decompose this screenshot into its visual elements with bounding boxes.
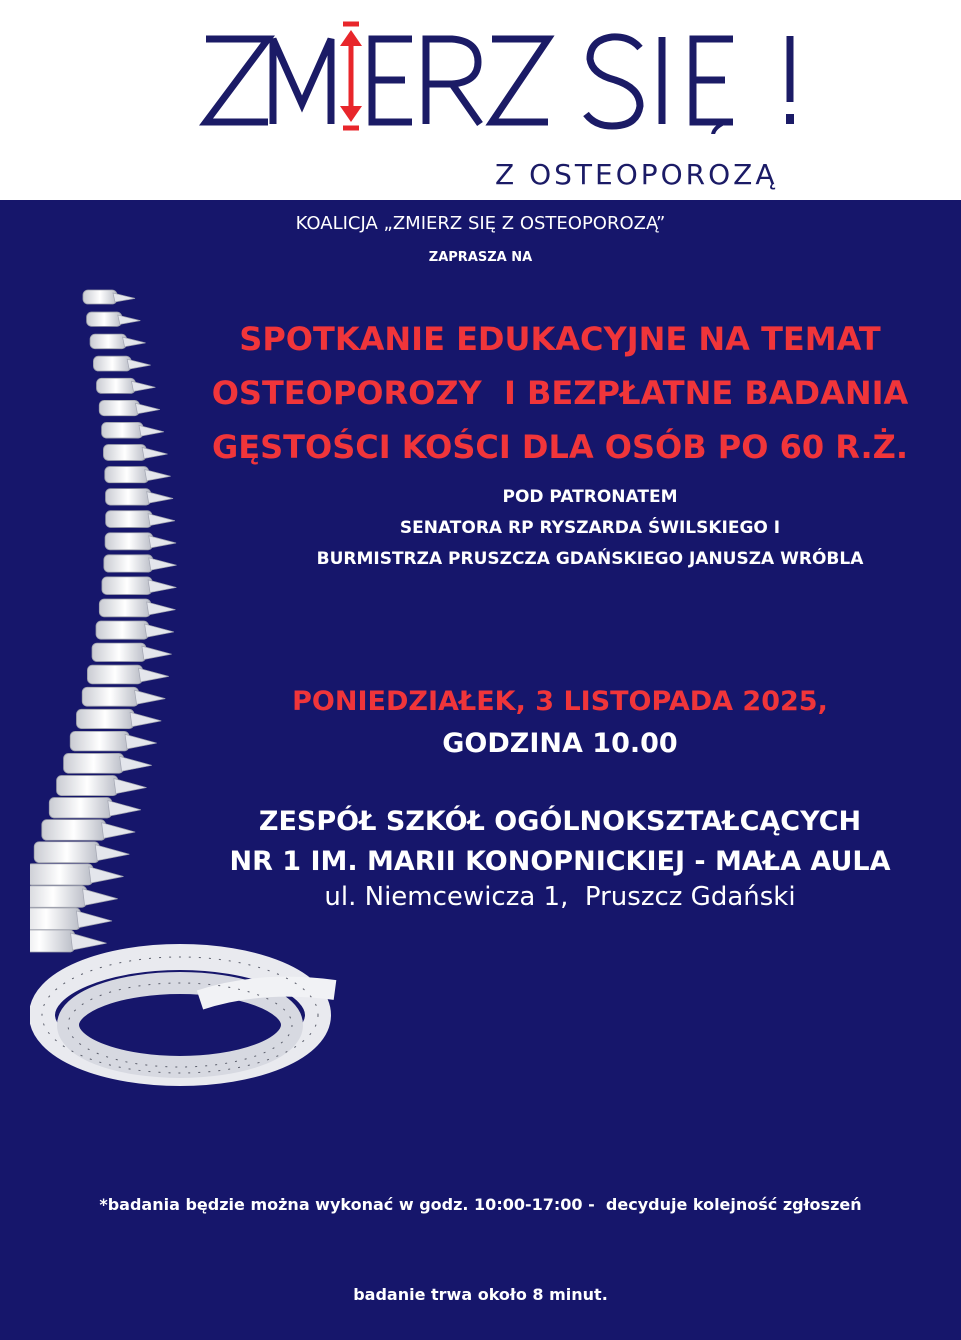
- logo-subtitle: Z OSTEOPOROZĄ: [495, 158, 778, 191]
- vertebra: [106, 511, 152, 528]
- vertebra-process: [131, 381, 155, 391]
- vertebra-process: [135, 690, 166, 704]
- coalition-name: KOALICJA „ZMIERZ SIĘ Z OSTEOPOROZĄ”: [295, 213, 666, 234]
- vertebra: [96, 621, 149, 639]
- vertebra: [30, 864, 93, 885]
- vertebra: [104, 555, 153, 572]
- vertebra: [105, 533, 153, 550]
- vertebra: [92, 643, 146, 661]
- footnote-line: *badania będzie można wykonać w godz. 10:00-17:00 - decyduje kolejność zgłoszeń: [99, 1195, 862, 1214]
- vertebra: [90, 334, 126, 349]
- vertebra: [30, 908, 80, 930]
- vertebra-process: [148, 514, 175, 526]
- vertebra-process: [127, 359, 150, 369]
- vertebra-process: [120, 756, 152, 771]
- logo-header: [0, 0, 961, 200]
- vertebra-process: [108, 801, 141, 816]
- vertebra-process: [142, 646, 172, 659]
- headline-line: GĘSTOŚCI KOŚCI DLA OSÓB PO 60 R.Ż.: [212, 428, 908, 466]
- vertebra: [34, 842, 99, 863]
- vertebra: [42, 820, 106, 841]
- vertebra-process: [118, 315, 140, 324]
- vertebra-process: [123, 337, 146, 347]
- vertebra-process: [76, 911, 112, 928]
- vertebra: [103, 444, 146, 460]
- vertebra: [87, 665, 142, 684]
- headline-line: SPOTKANIE EDUKACYJNE NA TEMAT: [239, 320, 881, 358]
- vertebra: [83, 290, 117, 304]
- footnote-line: badanie trwa około 8 minut.: [353, 1285, 608, 1304]
- patronage-line: BURMISTRZA PRUSZCZA GDAŃSKIEGO JANUSZA WRÓBLA: [316, 549, 864, 569]
- vertebra: [102, 422, 143, 438]
- footnote: [0, 1130, 961, 1340]
- venue-line: NR 1 IM. MARII KONOPNICKIEJ - MAŁA AULA: [229, 846, 891, 877]
- event-time: GODZINA 10.00: [442, 728, 678, 759]
- vertebra-process: [135, 403, 159, 413]
- vertebra: [87, 312, 122, 326]
- vertebra: [93, 356, 131, 371]
- vertebra-process: [102, 823, 136, 839]
- vertebra: [49, 798, 112, 818]
- event-date: PONIEDZIAŁEK, 3 LISTOPADA 2025,: [292, 686, 828, 717]
- event-headline: [180, 312, 940, 474]
- vertebra: [106, 489, 151, 505]
- vertebra: [102, 577, 152, 595]
- vertebra-process: [114, 779, 147, 794]
- vertebra: [99, 400, 139, 415]
- event-venue: [170, 802, 950, 882]
- headline-line: OSTEOPOROZY I BEZPŁATNE BADANIA: [211, 374, 909, 412]
- vertebra-process: [148, 580, 176, 593]
- vertebra: [105, 467, 149, 483]
- vertebra-process: [95, 845, 129, 861]
- vertebra: [97, 378, 136, 393]
- venue-line: ZESPÓŁ SZKÓŁ OGÓLNOKSZTAŁCĄCYCH: [258, 806, 862, 837]
- vertebra-process: [145, 624, 174, 637]
- patronage-block: [240, 482, 940, 575]
- vertebra-process: [149, 558, 177, 570]
- vertebra-process: [139, 668, 169, 682]
- vertebra: [82, 687, 138, 706]
- vertebra: [70, 731, 129, 751]
- vertebra-process: [113, 293, 135, 302]
- vertebra: [30, 930, 75, 952]
- vertebra: [99, 599, 150, 617]
- vertebra: [57, 776, 118, 796]
- vertebra-process: [145, 470, 171, 481]
- invites-line: ZAPRASZA NA: [428, 250, 533, 265]
- vertebra-process: [83, 889, 118, 905]
- vertebra-process: [147, 602, 176, 615]
- patronage-line: POD PATRONATEM: [502, 487, 678, 507]
- vertebra: [64, 753, 124, 773]
- vertebra-process: [89, 867, 124, 883]
- vertebra-process: [142, 447, 167, 458]
- vertebra-process: [147, 492, 173, 503]
- event-address: ul. Niemcewicza 1, Pruszcz Gdański: [324, 882, 796, 912]
- campaign-logo: [0, 14, 961, 134]
- patronage-line: SENATORA RP RYSZARDA ŚWILSKIEGO I: [399, 518, 781, 538]
- vertebra-process: [125, 734, 157, 749]
- vertebra: [76, 709, 134, 728]
- vertebra-process: [149, 536, 176, 548]
- vertebra-process: [71, 933, 107, 950]
- vertebra-process: [130, 712, 161, 726]
- vertebra: [30, 886, 87, 907]
- vertebra-process: [139, 425, 164, 436]
